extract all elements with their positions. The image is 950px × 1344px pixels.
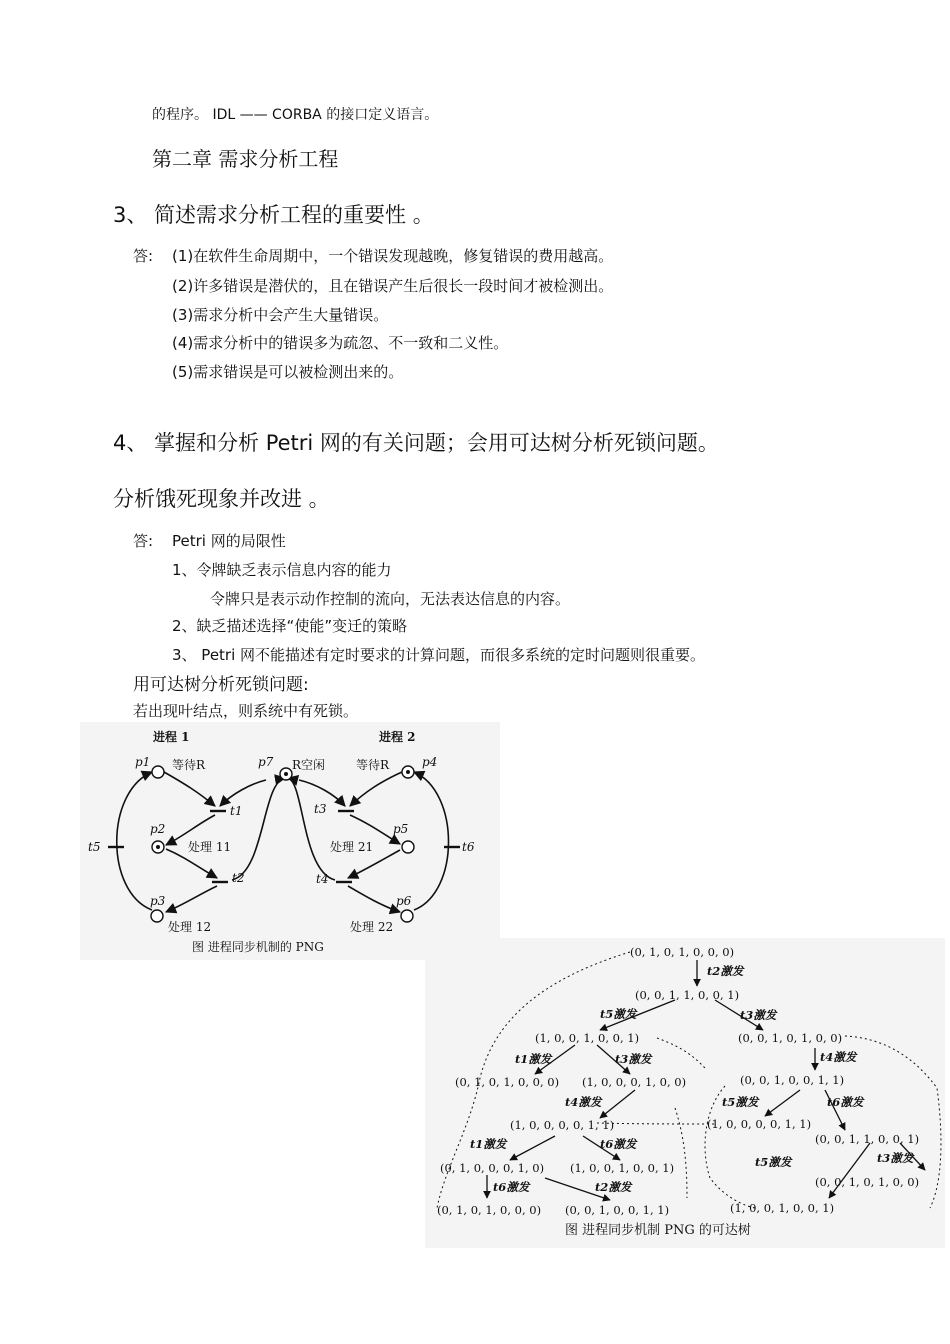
label-handle-12: 处理 12 <box>168 920 212 934</box>
q4-item-1: 1、令牌缺乏表示信息内容的能力 <box>172 561 392 579</box>
node-e: (1, 0, 0, 0, 1, 0, 0) <box>582 1075 687 1089</box>
deadlock-title: 用可达树分析死锁问题: <box>133 675 309 695</box>
node-f: (0, 0, 1, 0, 0, 1, 1) <box>740 1073 845 1087</box>
petri-net-figure <box>80 722 500 960</box>
label-t3: t3 <box>314 802 327 816</box>
label-p3: p3 <box>150 894 166 908</box>
place-p3 <box>151 910 163 922</box>
node-i: (0, 0, 1, 1, 0, 0, 1) <box>815 1132 920 1146</box>
label-t2: t2 <box>232 871 245 885</box>
edge-label-b-left: t1激发 <box>515 1052 552 1066</box>
place-p1 <box>152 766 164 778</box>
edge-label-b-right: t3激发 <box>615 1052 652 1066</box>
label-handle-11: 处理 11 <box>188 840 232 854</box>
tree-figure-caption: 图 进程同步机制 PNG 的可达树 <box>565 1223 751 1238</box>
edge-label-g-left: t1激发 <box>470 1137 507 1151</box>
edge-label-e: t4激发 <box>565 1095 602 1109</box>
label-process-1: 进程 1 <box>153 730 190 744</box>
node-c: (0, 0, 1, 0, 1, 0, 0) <box>738 1031 843 1045</box>
label-process-2: 进程 2 <box>379 730 416 744</box>
node-root: (0, 1, 0, 1, 0, 0, 0) <box>630 945 735 959</box>
label-p2: p2 <box>150 822 166 836</box>
label-p1: p1 <box>135 755 151 769</box>
node-n: (0, 0, 1, 0, 0, 1, 1) <box>565 1203 670 1217</box>
node-g: (1, 0, 0, 0, 0, 1, 1) <box>510 1118 615 1132</box>
place-p6 <box>401 910 413 922</box>
node-h: (1, 0, 0, 0, 0, 1, 1) <box>707 1117 812 1131</box>
question-3-title: 3、 简述需求分析工程的重要性 。 <box>113 203 434 227</box>
edge-label-i-left: t5激发 <box>755 1155 792 1169</box>
answer-label-q4: 答: <box>133 532 154 550</box>
answer-label-q3: 答: <box>133 247 154 265</box>
node-a: (0, 0, 1, 1, 0, 0, 1) <box>635 988 740 1002</box>
q3-item-3: (3)需求分析中会产生大量错误。 <box>172 306 389 324</box>
label-wait-r-1: 等待R <box>172 758 206 772</box>
edge-label-a-right: t3激发 <box>740 1008 777 1022</box>
label-p4: p4 <box>422 755 438 769</box>
label-r-idle: R空闲 <box>292 758 326 772</box>
text-line-idl: 的程序。 IDL —— CORBA 的接口定义语言。 <box>152 107 439 123</box>
question-4-title-line1: 4、 掌握和分析 Petri 网的有关问题；会用可达树分析死锁问题。 <box>113 431 719 455</box>
q3-item-1: (1)在软件生命周期中，一个错误发现越晚，修复错误的费用越高。 <box>172 247 614 265</box>
q3-item-2: (2)许多错误是潜伏的，且在错误产生后很长一段时间才被检测出。 <box>172 277 614 295</box>
label-t1: t1 <box>230 804 243 818</box>
label-handle-22: 处理 22 <box>350 920 394 934</box>
label-wait-r-2: 等待R <box>356 758 390 772</box>
token-p4 <box>406 770 410 774</box>
q3-item-5: (5)需求错误是可以被检测出来的。 <box>172 363 404 381</box>
deadlock-text: 若出现叶结点，则系统中有死锁。 <box>133 702 359 720</box>
token-p7 <box>284 772 288 776</box>
edge-label-j: t6激发 <box>493 1180 530 1194</box>
edge-label-i-right: t3激发 <box>877 1151 914 1165</box>
label-p7: p7 <box>258 755 274 769</box>
node-o: (1, 0, 0, 1, 0, 0, 1) <box>730 1201 835 1215</box>
edge-label-root: t2激发 <box>707 964 744 978</box>
edge-label-f-left: t5激发 <box>722 1095 759 1109</box>
edge-label-f-right: t6激发 <box>827 1095 864 1109</box>
q4-item-1-detail: 令牌只是表示动作控制的流向，无法表达信息的内容。 <box>210 590 571 608</box>
png-figure-caption: 图 进程同步机制的 PNG <box>192 940 324 954</box>
label-t6: t6 <box>462 840 475 854</box>
edge-label-g-right: t6激发 <box>600 1137 637 1151</box>
edge-label-c: t4激发 <box>820 1050 857 1064</box>
node-j: (0, 1, 0, 0, 0, 1, 0) <box>440 1161 545 1175</box>
node-m: (0, 1, 0, 1, 0, 0, 0) <box>437 1203 542 1217</box>
figure-background <box>425 938 945 1248</box>
chapter-title: 第二章 需求分析工程 <box>152 147 339 171</box>
reachability-tree-figure <box>425 938 945 1248</box>
label-p6: p6 <box>396 894 412 908</box>
q4-intro: Petri 网的局限性 <box>172 532 286 550</box>
edge-label-a-left: t5激发 <box>600 1007 637 1021</box>
label-t4: t4 <box>316 872 329 886</box>
q4-item-2: 2、缺乏描述选择“使能”变迁的策略 <box>172 617 408 635</box>
label-t5: t5 <box>88 840 101 854</box>
q4-item-3: 3、 Petri 网不能描述有定时要求的计算问题，而很多系统的定时问题则很重要。 <box>172 646 706 664</box>
label-p5: p5 <box>393 822 409 836</box>
node-l: (0, 0, 1, 0, 1, 0, 0) <box>815 1175 920 1189</box>
token-p2 <box>156 845 160 849</box>
place-p5 <box>402 841 414 853</box>
label-handle-21: 处理 21 <box>330 840 374 854</box>
q3-item-4: (4)需求分析中的错误多为疏忽、不一致和二义性。 <box>172 334 509 352</box>
edge-label-k: t2激发 <box>595 1180 632 1194</box>
question-4-title-line2: 分析饿死现象并改进 。 <box>113 487 330 511</box>
node-d: (0, 1, 0, 1, 0, 0, 0) <box>455 1075 560 1089</box>
node-k: (1, 0, 0, 1, 0, 0, 1) <box>570 1161 675 1175</box>
node-b: (1, 0, 0, 1, 0, 0, 1) <box>535 1031 640 1045</box>
